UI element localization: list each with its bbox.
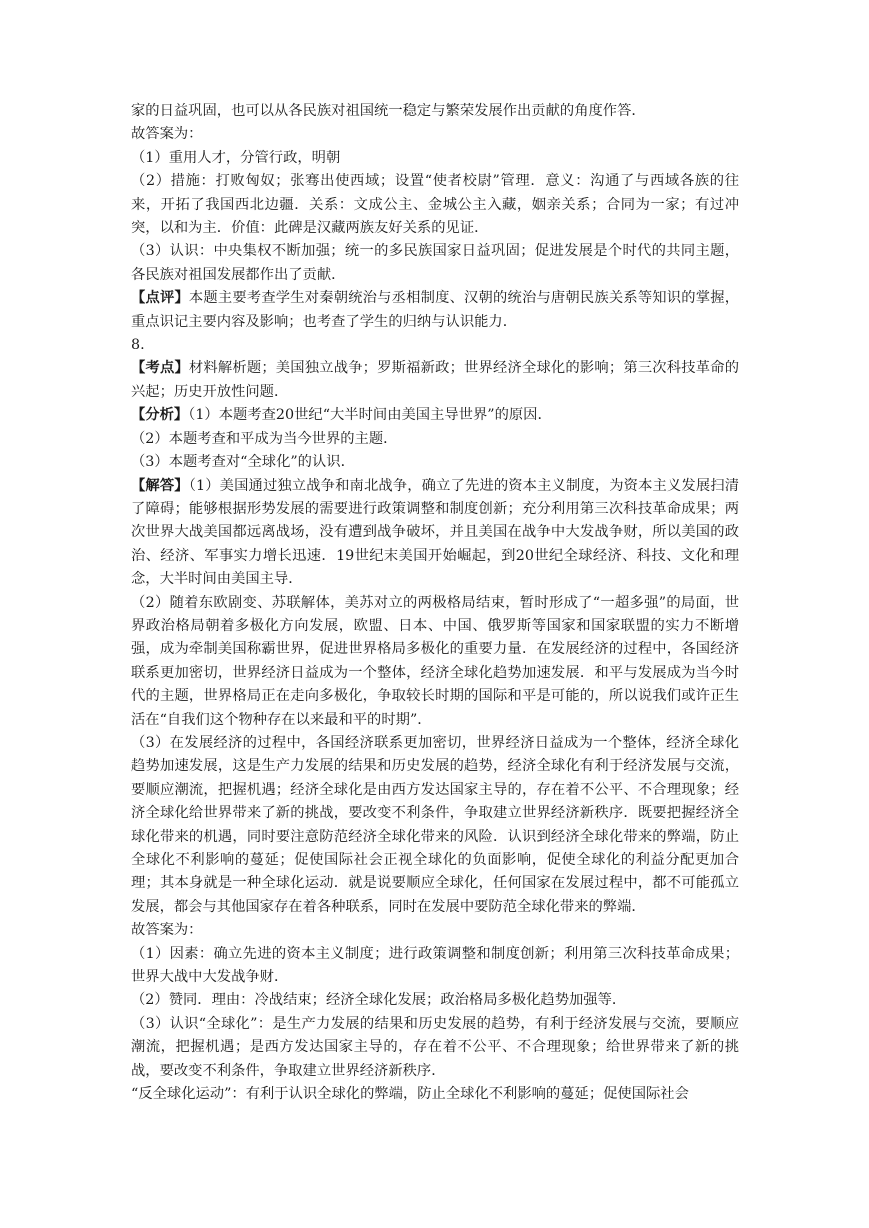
paragraph-text: 8. bbox=[131, 337, 145, 354]
paragraph bbox=[131, 475, 739, 592]
paragraph-text: （1）因素：确立先进的资本主义制度；进行政策调整和制度创新；利用第三次科技革命成果；世界大战中大发战争财． bbox=[131, 945, 739, 986]
paragraph-text: （3）认识：中央集权不断加强；统一的多民族国家日益巩固；促进发展是个时代的共同主题，各民族对祖国发展都作出了贡献． bbox=[131, 243, 739, 283]
paragraph-text: （1）重用人才，分管行政，明朝 bbox=[131, 149, 341, 166]
paragraph bbox=[131, 732, 739, 919]
paragraph-text: 家的日益巩固，也可以从各民族对祖国统一稳定与繁荣发展作出贡献的角度作答． bbox=[131, 103, 646, 119]
paragraph bbox=[131, 451, 739, 474]
paragraph bbox=[131, 1013, 739, 1083]
paragraph bbox=[131, 334, 739, 357]
paragraph-text: （2）本题考查和平成为当今世界的主题． bbox=[131, 430, 398, 447]
paragraph bbox=[131, 404, 739, 427]
paragraph bbox=[131, 240, 739, 287]
section-tag: 【分析】 bbox=[131, 407, 189, 424]
paragraph bbox=[131, 592, 739, 732]
paragraph bbox=[131, 287, 739, 334]
section-tag: 【考点】 bbox=[131, 360, 189, 377]
paragraph-text: （2）措施：打败匈奴；张骞出使西域；设置“使者校尉”管理．意义：沟通了与西域各族的往来，开拓了我国西北边疆．关系：文成公主、金城公主入藏，姻亲关系；合同为一家；有过冲突，以和为主．价值：此碑是汉藏两族友好关系的见证． bbox=[131, 173, 739, 237]
paragraph bbox=[131, 943, 739, 990]
section-tag: 【解答】 bbox=[131, 477, 189, 494]
paragraph-text: （1）本题考查20世纪“大半时间由美国主导世界”的原因． bbox=[188, 407, 552, 424]
paragraph bbox=[131, 123, 739, 146]
paragraph-text: 本题主要考查学生对秦朝统治与丞相制度、汉朝的统治与唐朝民族关系等知识的掌握，重点识记主要内容及影响；也考查了学生的归纳与认识能力． bbox=[131, 290, 739, 330]
paragraph bbox=[131, 919, 739, 942]
paragraph-text: （3）本题考查对“全球化”的认识． bbox=[131, 454, 355, 471]
paragraph-text: （2）赞同．理由：冷战结束；经济全球化发展；政治格局多极化趋势加强等． bbox=[131, 992, 627, 1009]
paragraph-text: （1）美国通过独立战争和南北战争，确立了先进的资本主义制度，为资本主义发展扫清了障碍；能够根据形势发展的需要进行政策调整和制度创新；充分利用第三次科技革命成果；两次世界大战美国都远离战场，没有遭到战争破坏，并且美国在战争中大发战争财，所以美国的政治、经济、军事实力增长迅速．19世纪末美国开始崛起，到20世纪全球经济、科技、文化和理念，大半时间由美国主导． bbox=[131, 477, 739, 588]
section-tag: 【点评】 bbox=[131, 290, 189, 307]
paragraph-text: 材料解析题；美国独立战争；罗斯福新政；世界经济全球化的影响；第三次科技革命的兴起；历史开放性问题． bbox=[131, 360, 739, 400]
paragraph-text: 故答案为： bbox=[131, 922, 203, 939]
paragraph bbox=[131, 1083, 739, 1106]
paragraph-text: “反全球化运动”：有利于认识全球化的弊端，防止全球化不利影响的蔓延；促使国际社会 bbox=[131, 1086, 689, 1103]
paragraph-text: （3）在发展经济的过程中，各国经济联系更加密切，世界经济日益成为一个整体，经济全球化趋势加速发展，这是生产力发展的结果和历史发展的趋势，经济全球化有利于经济发展与交流，要顺应潮流，把握机遇；经济全球化是由西方发达国家主导的，存在着不公平、不合理现象；经济全球化给世界带来了新的挑战，要改变不利条件，争取建立世界经济新秩序．既要把握经济全球化带来的机遇，同时要注意防范经济全球化带来的风险．认识到经济全球化带来的弊端，防止全球化不利影响的蔓延；促使国际社会正视全球化的负面影响，促使全球化的利益分配更加合理；其本身就是一种全球化运动．就是说要顺应全球化，任何国家在发展过程中，都不可能孤立发展，都会与其他国家存在着各种联系，同时在发展中要防范全球化带来的弊端． bbox=[131, 734, 739, 915]
document-body bbox=[131, 100, 739, 1106]
paragraph-text: （3）认识“全球化”：是生产力发展的结果和历史发展的趋势，有利于经济发展与交流，要顺应潮流，把握机遇；是西方发达国家主导的，存在着不公平、不合理现象；给世界带来了新的挑战，要改变不利条件，争取建立世界经济新秩序． bbox=[131, 1015, 739, 1079]
paragraph bbox=[131, 170, 739, 240]
paragraph-text: （2）随着东欧剧变、苏联解体，美苏对立的两极格局结束，暂时形成了“一超多强”的局面，世界政治格局朝着多极化方向发展，欧盟、日本、中国、俄罗斯等国家和国家联盟的实力不断增强，成为牵制美国称霸世界，促进世界格局多极化的重要力量．在发展经济的过程中，各国经济联系更加密切，世界经济日益成为一个整体，经济全球化趋势加速发展．和平与发展成为当今时代的主题，世界格局正在走向多极化，争取较长时期的国际和平是可能的，所以说我们或许正生活在“自我们这个物种存在以来最和平的时期”． bbox=[131, 594, 739, 728]
paragraph bbox=[131, 989, 739, 1012]
paragraph bbox=[131, 357, 739, 404]
paragraph-text: 故答案为： bbox=[131, 126, 203, 143]
paragraph bbox=[131, 100, 739, 123]
paragraph bbox=[131, 428, 739, 451]
paragraph bbox=[131, 147, 739, 170]
